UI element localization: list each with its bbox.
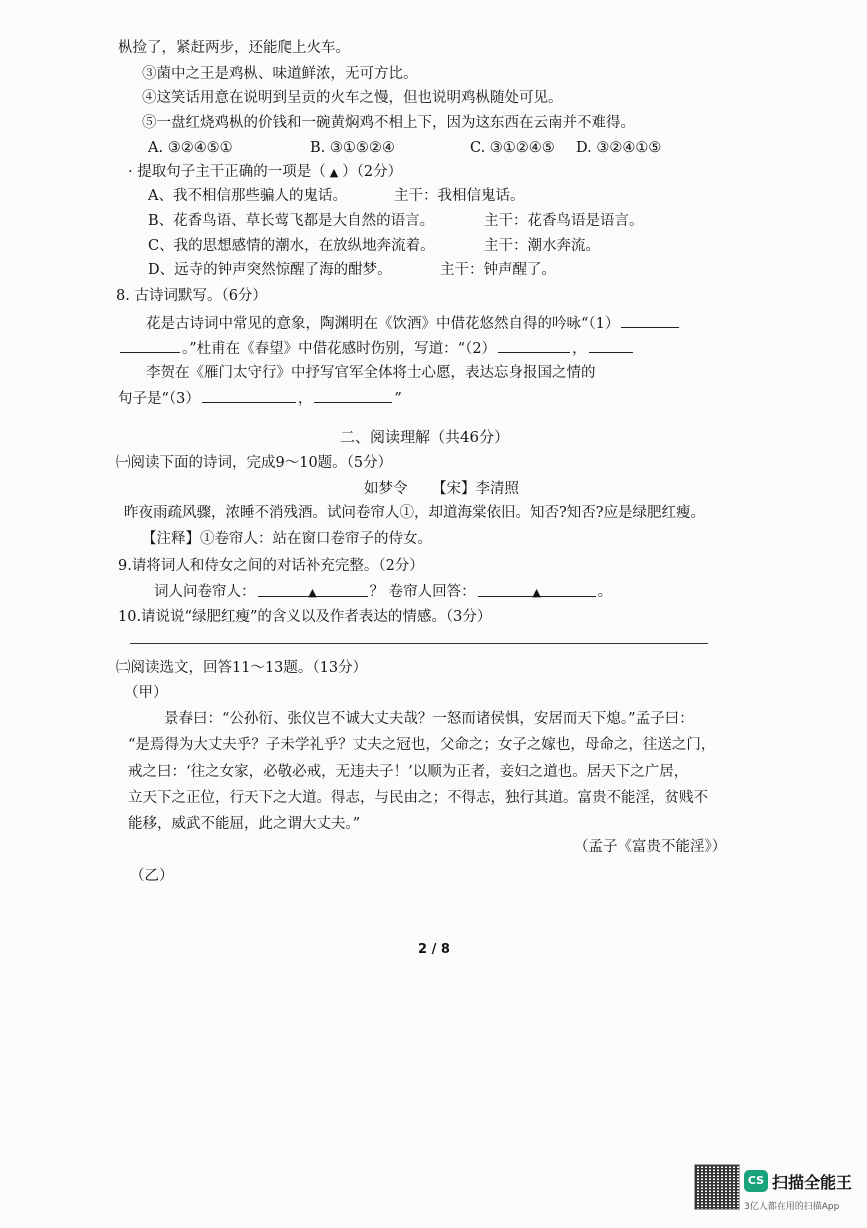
reading-1-intro: ㈠阅读下面的诗词，完成9～10题。（5分） [116,455,393,471]
q8-paragraph: 句子是“（3） ， ” [118,388,402,409]
passage-line: 戒之曰：‘往之女家，必敬必戒，无违夫子！’以顺为正者，妾妇之道也。居天下之广居， [128,764,689,780]
answer-blank [120,338,180,353]
option-b: B. ③①⑤②④ [310,140,395,156]
passage-line: 景春曰：“公孙衍、张仪岂不诚大丈夫哉？一怒而诸侯惧，安居而天下熄。”孟子曰： [164,711,694,727]
text-line: ④这笑话用意在说明到呈贡的火车之慢，但也说明鸡枞随处可见。 [142,90,563,106]
question-8: 8. 古诗词默写。（6分） [116,288,267,304]
question-9: 9.请将词人和侍女之间的对话补充完整。（2分） [118,558,424,574]
q8-text: 。”杜甫在《春望》中借花感时伤别，写道：“（2） [182,341,497,357]
question-7-stem: · 提取句子主干正确的一项是（ [128,164,326,180]
answer-blank [202,388,296,403]
page-number: 2 / 8 [418,942,450,957]
answer-blank [498,338,570,353]
triangle-icon: ▲ [308,586,317,599]
passage-source: （孟子《富贵不能淫》） [574,839,727,855]
text-line: ⑤一盘红烧鸡枞的价钱和一碗黄焖鸡不相上下，因为这东西在云南并不难得。 [142,115,635,131]
q7-option-d-answer: 主干：钟声醒了。 [440,262,556,278]
q7-option-b-answer: 主干：花香鸟语是语言。 [484,213,644,229]
watermark-brand: 扫描全能王 [772,1173,853,1192]
question-10: 10.请说说“绿肥红瘦”的含义以及作者表达的情感。（3分） [118,609,492,625]
watermark-tagline: 3亿人都在用的扫描App [744,1202,840,1212]
section-heading: 二、阅读理解（共46分） [340,428,510,446]
poem-text: 昨夜雨疏风骤，浓睡不消残酒。试问卷帘人①，却道海棠依旧。知否?知否?应是绿肥红瘦。 [124,505,706,521]
qr-code-icon [694,1164,740,1210]
triangle-icon: ▲ [329,166,339,179]
q8-paragraph: 。”杜甫在《春望》中借花感时伤别，写道：“（2） ， [118,338,635,359]
q9-text: 词人问卷帘人： [154,584,256,600]
q8-text: 花是古诗词中常见的意象，陶渊明在《饮酒》中借花悠然自得的吟咏“（1） [146,316,620,332]
text-line: ③菌中之王是鸡枞、味道鲜浓，无可方比。 [142,66,418,82]
triangle-icon: ▲ [532,586,541,599]
passage-line: “是焉得为大丈夫乎？子未学礼乎？丈夫之冠也，父命之；女子之嫁也，母命之，往送之门， [128,737,716,753]
reading-2-intro: ㈡阅读选文，回答11～13题。（13分） [116,660,368,676]
q9-text: 。 [597,584,613,600]
text-line: 枞捡了，紧赶两步，还能爬上火车。 [118,40,350,56]
passage-label-jia: （甲） [124,685,168,701]
q7-option-c: C、我的思想感情的潮水，在放纵地奔流着。 [148,238,435,254]
question-7 [128,162,402,183]
q8-text: 句子是“（3） [118,391,200,407]
camscanner-logo-icon: CS [744,1170,768,1192]
q7-option-d: D、远寺的钟声突然惊醒了海的酣梦。 [148,262,392,278]
q9-dialogue [154,582,612,602]
poem-note: 【注释】①卷帘人：站在窗口卷帘子的侍女。 [142,531,432,547]
q8-text: ” [394,391,402,407]
q7-option-a: A、我不相信那些骗人的鬼话。 [148,188,347,204]
q7-option-b: B、花香鸟语、草长莺飞都是大自然的语言。 [148,213,435,229]
q8-paragraph [146,313,681,334]
answer-blank [589,338,633,353]
poem-title: 如梦令 [364,481,408,497]
option-c: C. ③①②④⑤ [470,140,555,156]
option-a: A. ③②④⑤① [148,140,233,156]
passage-line: 立天下之正位，行天下之大道。得志，与民由之；不得志，独行其道。富贵不能淫，贫贱不 [128,790,708,806]
answer-blank [621,313,679,328]
q7-option-c-answer: 主干：潮水奔流。 [484,238,600,254]
passage-line: 能移，威武不能屈，此之谓大丈夫。” [128,816,361,832]
q9-text: ？ 卷帘人回答： [369,584,476,600]
q7-option-a-answer: 主干：我相信鬼话。 [394,188,525,204]
passage-label-yi: （乙） [130,868,174,884]
answer-line [130,643,708,644]
option-d: D. ③②④①⑤ [576,140,662,156]
answer-blank [478,582,596,597]
q8-text: 李贺在《雁门太守行》中抒写官军全体将士心愿，表达忘身报国之情的 [146,365,596,381]
answer-blank [258,582,368,597]
answer-blank [314,388,392,403]
poem-author: 【宋】李清照 [432,481,519,497]
question-7-score: ）（2分） [342,164,403,180]
